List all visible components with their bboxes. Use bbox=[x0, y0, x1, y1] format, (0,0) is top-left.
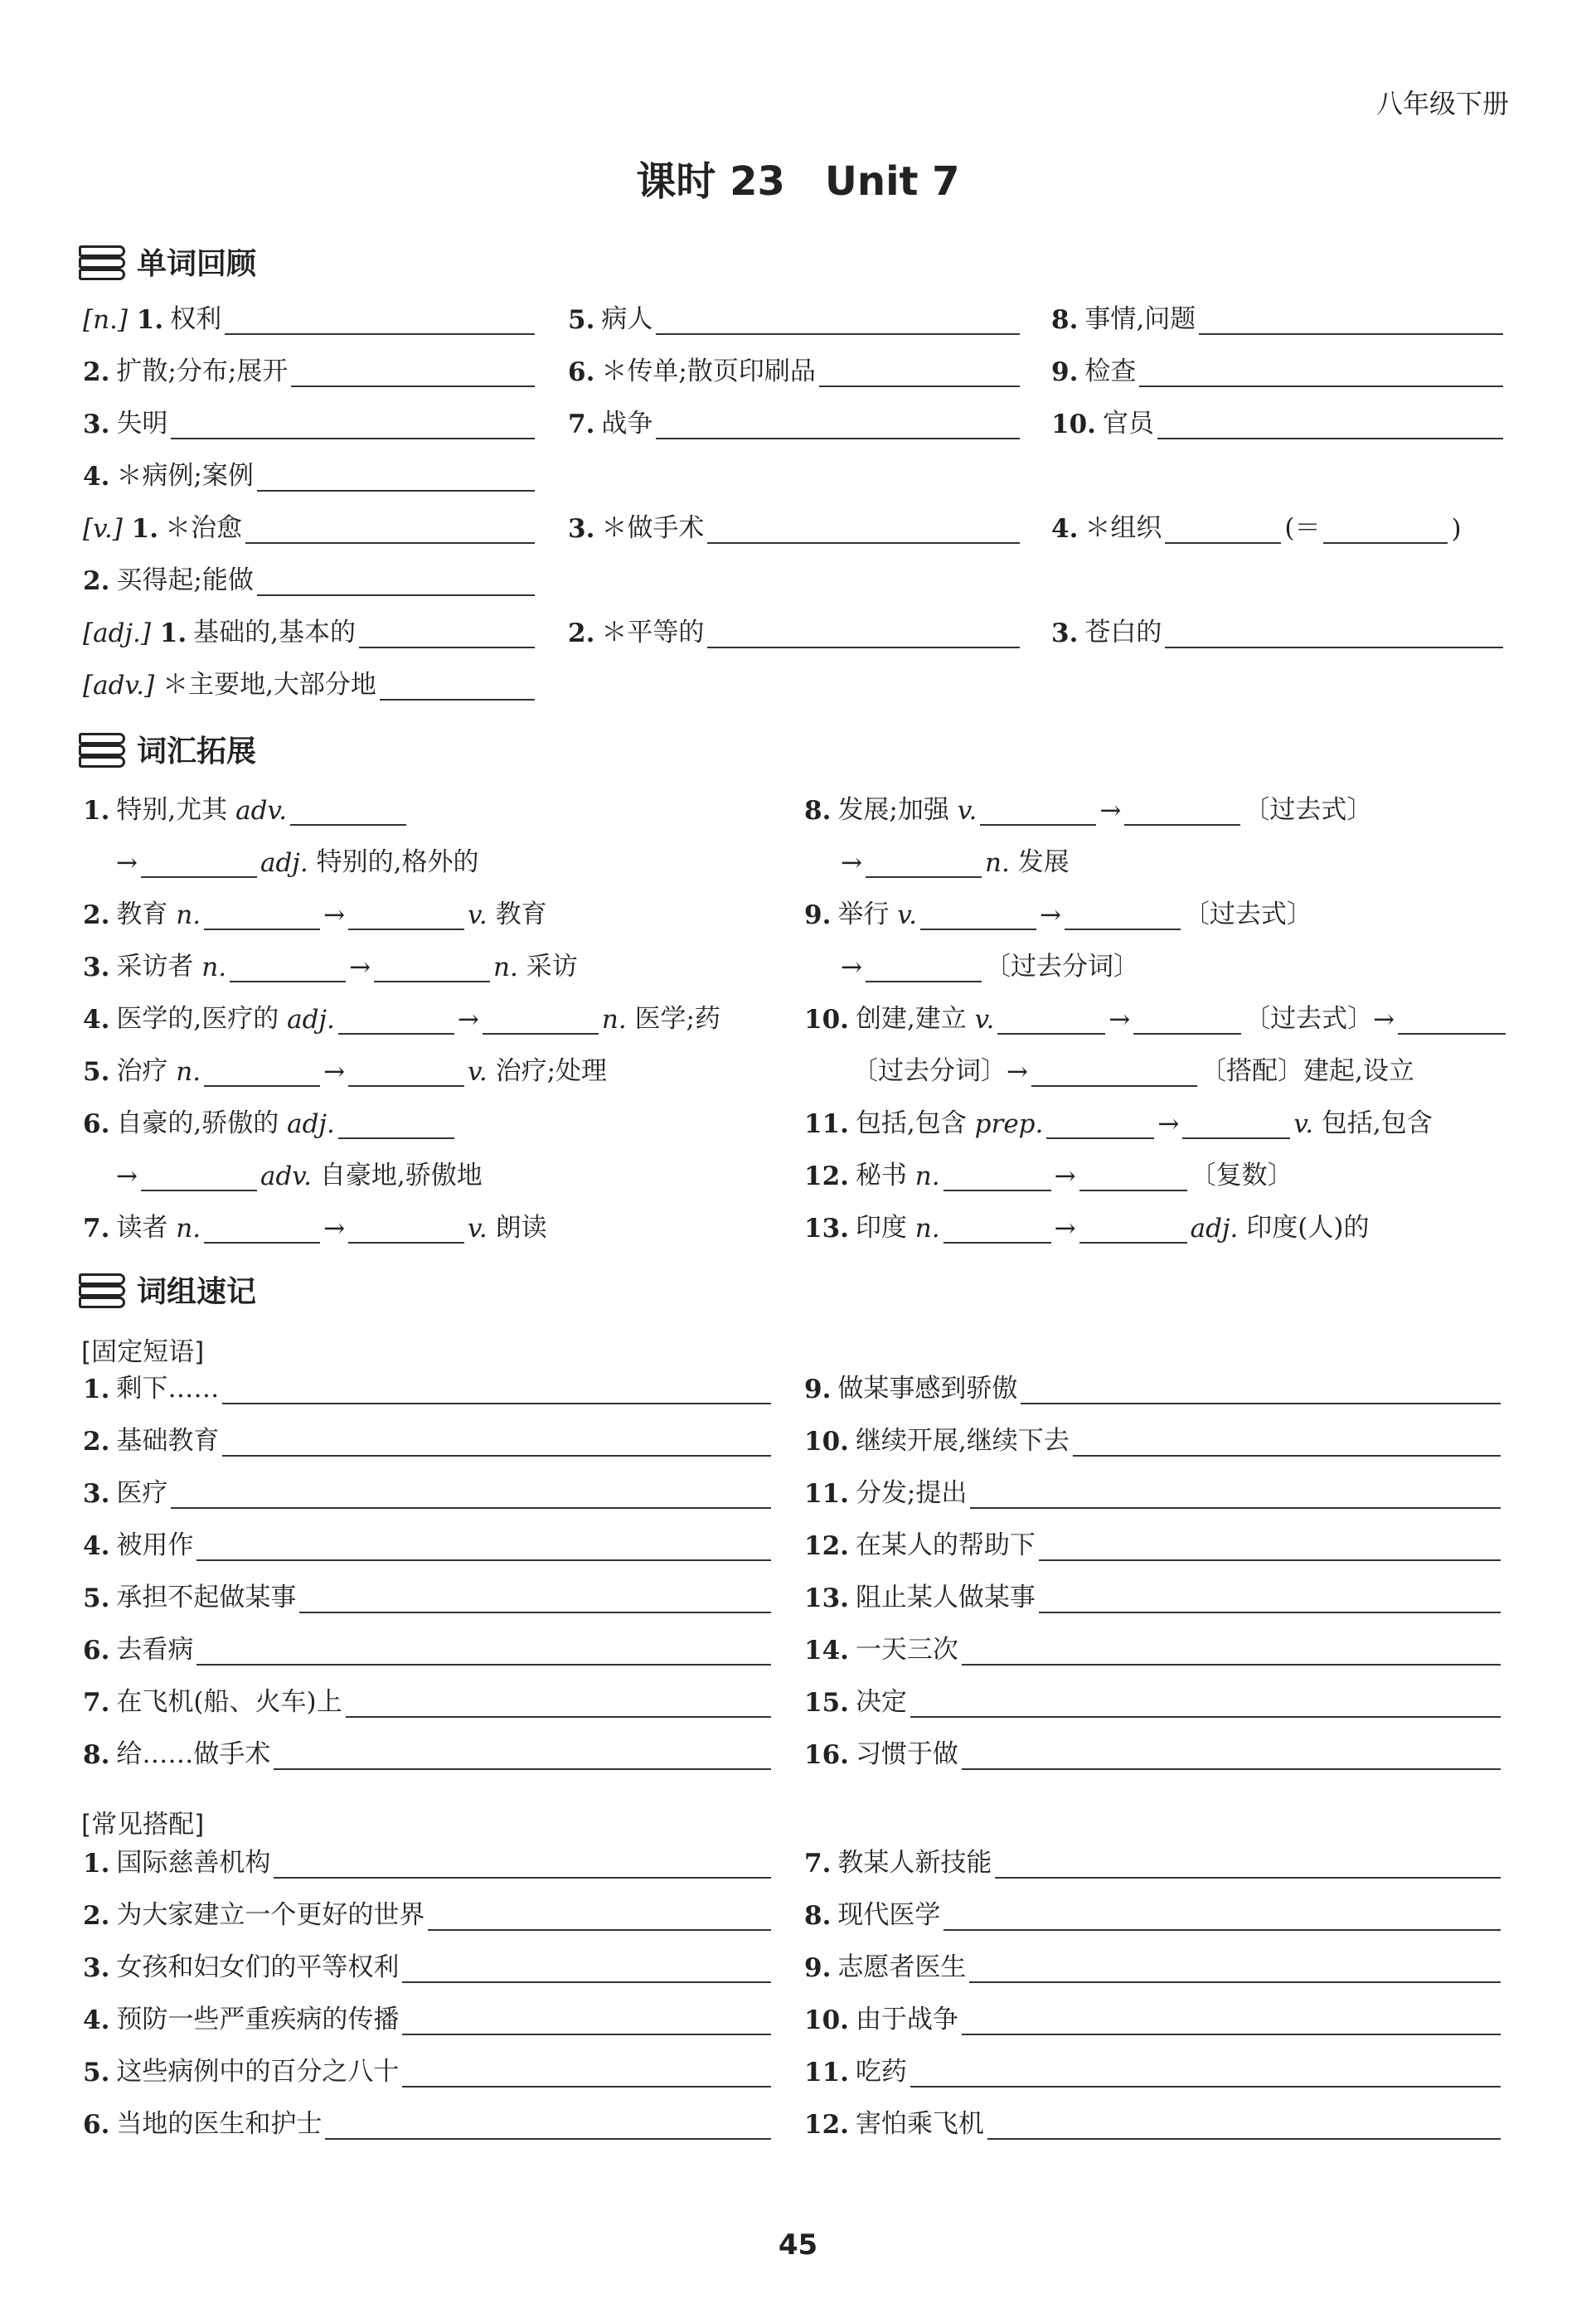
phrase-prompt: 被用作 bbox=[116, 1530, 194, 1560]
answer-blank[interactable] bbox=[359, 620, 535, 648]
books-icon bbox=[79, 733, 125, 766]
list-item: → adj. 特别的,格外的 bbox=[116, 847, 479, 878]
item-number: 12. bbox=[804, 1531, 849, 1561]
answer-blank[interactable] bbox=[656, 307, 1020, 335]
answer-blank[interactable] bbox=[866, 850, 982, 878]
answer-blank[interactable] bbox=[707, 516, 1020, 544]
answer-blank[interactable] bbox=[995, 1850, 1501, 1879]
phrase-prompt: 女孩和妇女们的平等权利 bbox=[116, 1952, 400, 1982]
answer-blank[interactable] bbox=[171, 1481, 771, 1509]
answer-blank[interactable] bbox=[1031, 1059, 1197, 1087]
answer-blank[interactable] bbox=[920, 902, 1036, 930]
answer-blank[interactable] bbox=[944, 1163, 1051, 1191]
answer-blank[interactable] bbox=[204, 1059, 320, 1087]
phrase-prompt: 承担不起做某事 bbox=[116, 1583, 297, 1612]
list-item bbox=[83, 1999, 771, 2035]
list-item: 3. 失明 bbox=[83, 403, 535, 439]
answer-blank[interactable] bbox=[1157, 411, 1503, 439]
answer-blank[interactable] bbox=[348, 1059, 464, 1087]
list-item: 10. 创建,建立 v. → 〔过去式〕 → bbox=[804, 998, 1509, 1035]
answer-blank[interactable] bbox=[274, 1742, 771, 1770]
fixed-phrases-tag: [固定短语] bbox=[81, 1337, 205, 1367]
answer-blank[interactable] bbox=[204, 902, 320, 930]
item-number: 7. bbox=[804, 1849, 832, 1879]
section-heading-word-review bbox=[79, 240, 256, 283]
answer-blank[interactable] bbox=[980, 798, 1096, 826]
list-item: 8. 事情,问题 bbox=[1051, 298, 1503, 335]
item-number: 13. bbox=[804, 1583, 849, 1613]
list-item: → n. 发展 bbox=[841, 847, 1070, 878]
phrase-prompt: 阻止某人做某事 bbox=[855, 1583, 1036, 1612]
item-number: 6. bbox=[83, 1636, 110, 1666]
answer-blank[interactable] bbox=[245, 516, 535, 544]
answer-blank[interactable] bbox=[141, 1163, 257, 1191]
phrase-prompt: 这些病例中的百分之八十 bbox=[116, 2057, 400, 2087]
phrase-prompt: 决定 bbox=[855, 1687, 907, 1717]
list-item bbox=[83, 2103, 771, 2140]
phrase-prompt: 在某人的帮助下 bbox=[855, 1530, 1036, 1560]
item-number: 12. bbox=[804, 2110, 849, 2140]
books-icon bbox=[79, 1273, 125, 1307]
list-item bbox=[804, 1629, 1501, 1666]
answer-blank[interactable] bbox=[1182, 1111, 1290, 1139]
answer-blank[interactable] bbox=[1124, 798, 1240, 826]
list-item bbox=[804, 1681, 1501, 1718]
answer-blank[interactable] bbox=[866, 954, 982, 982]
phrase-prompt: 医疗 bbox=[116, 1478, 168, 1508]
answer-blank[interactable] bbox=[1139, 359, 1503, 387]
answer-blank[interactable] bbox=[257, 463, 535, 492]
section-heading-vocab-expansion bbox=[79, 728, 256, 770]
list-item: 2. 扩散;分布;展开 bbox=[83, 351, 535, 387]
list-item bbox=[83, 1368, 771, 1404]
section-heading-phrases bbox=[79, 1268, 256, 1311]
answer-blank[interactable] bbox=[987, 2112, 1501, 2140]
list-item bbox=[804, 1525, 1501, 1561]
phrase-prompt: 剩下…… bbox=[116, 1374, 220, 1404]
item-number: 1. bbox=[83, 1849, 110, 1879]
answer-blank[interactable] bbox=[274, 1850, 771, 1879]
item-number: 9. bbox=[804, 1953, 832, 1983]
answer-blank[interactable] bbox=[944, 1903, 1501, 1931]
list-item: 2. 教育 n. → v. 教育 bbox=[83, 900, 547, 930]
answer-blank[interactable] bbox=[656, 411, 1020, 439]
list-item bbox=[804, 1577, 1501, 1613]
answer-blank[interactable] bbox=[1133, 1006, 1241, 1035]
answer-blank[interactable] bbox=[141, 850, 257, 878]
answer-blank[interactable] bbox=[374, 954, 490, 982]
answer-blank[interactable] bbox=[402, 2059, 771, 2088]
answer-blank[interactable] bbox=[944, 1215, 1051, 1244]
list-item: 9. 检查 bbox=[1051, 351, 1503, 387]
list-item: 6. ＊传单;散页印刷品 bbox=[568, 351, 1020, 387]
phrase-prompt: 为大家建立一个更好的世界 bbox=[116, 1900, 425, 1930]
item-number: 14. bbox=[804, 1636, 849, 1666]
answer-blank[interactable] bbox=[325, 2112, 771, 2140]
list-item bbox=[83, 1842, 771, 1879]
page-title: 课时 23 Unit 7 bbox=[636, 158, 960, 205]
list-item: 11. 包括,包含 prep. → v. 包括,包含 bbox=[804, 1108, 1433, 1139]
item-number: 4. bbox=[83, 1531, 110, 1561]
item-number: 10. bbox=[804, 1427, 849, 1457]
answer-blank[interactable] bbox=[1165, 516, 1281, 544]
answer-blank[interactable] bbox=[290, 798, 406, 826]
list-item bbox=[83, 1420, 771, 1457]
answer-blank[interactable] bbox=[1065, 902, 1181, 930]
answer-blank[interactable] bbox=[348, 1215, 464, 1244]
item-number: 2. bbox=[83, 1427, 110, 1457]
list-item bbox=[804, 1842, 1501, 1879]
item-number: 10. bbox=[804, 2005, 849, 2035]
item-number: 7. bbox=[83, 1688, 110, 1718]
item-number: 8. bbox=[83, 1740, 110, 1770]
list-item: 4. ＊病例;案例 bbox=[83, 455, 535, 492]
answer-blank[interactable] bbox=[1323, 516, 1448, 544]
answer-blank[interactable] bbox=[1039, 1533, 1501, 1561]
answer-blank[interactable] bbox=[380, 672, 535, 701]
list-item: → 〔过去分词〕 bbox=[841, 952, 1139, 982]
item-number: 5. bbox=[83, 1583, 110, 1613]
list-item bbox=[83, 1629, 771, 1666]
phrase-prompt: 去看病 bbox=[116, 1635, 194, 1665]
list-item: 2. 买得起;能做 bbox=[83, 560, 535, 596]
list-item: 2. ＊平等的 bbox=[568, 612, 1020, 648]
list-item: 4. ＊组织 (＝ ) bbox=[1051, 513, 1462, 544]
answer-blank[interactable] bbox=[338, 1006, 454, 1035]
list-item bbox=[83, 1681, 771, 1718]
item-number: 15. bbox=[804, 1688, 849, 1718]
answer-blank[interactable] bbox=[428, 1903, 771, 1931]
phrase-prompt: 给……做手术 bbox=[116, 1739, 271, 1769]
list-item: [v.] 1. ＊治愈 bbox=[83, 507, 535, 544]
list-item: 5. 病人 bbox=[568, 298, 1020, 335]
answer-blank[interactable] bbox=[1073, 1428, 1501, 1457]
phrase-prompt: 现代医学 bbox=[837, 1900, 941, 1930]
answer-blank[interactable] bbox=[196, 1637, 771, 1666]
list-item bbox=[83, 1577, 771, 1613]
phrase-prompt: 害怕乘飞机 bbox=[855, 2109, 984, 2139]
answer-blank[interactable] bbox=[483, 1006, 599, 1035]
list-item: 13. 印度 n. → adj. 印度(人)的 bbox=[804, 1213, 1370, 1244]
item-number: 16. bbox=[804, 1740, 849, 1770]
collocations-tag: [常见搭配] bbox=[81, 1810, 205, 1840]
list-item: 9. 举行 v. → 〔过去式〕 bbox=[804, 900, 1312, 930]
answer-blank[interactable] bbox=[1039, 1585, 1501, 1613]
phrase-prompt: 教某人新技能 bbox=[837, 1848, 992, 1878]
item-number: 6. bbox=[83, 2110, 110, 2140]
answer-blank[interactable] bbox=[402, 2007, 771, 2035]
list-item: 7. 战争 bbox=[568, 403, 1020, 439]
page-number: 45 bbox=[778, 2228, 818, 2262]
list-item: [adv.] ＊主要地,大部分地 bbox=[83, 664, 535, 701]
list-item: 〔过去分词〕 → 〔搭配〕建起,设立 bbox=[852, 1056, 1414, 1087]
list-item bbox=[804, 2103, 1501, 2140]
list-item: 6. 自豪的,骄傲的 adj. bbox=[83, 1103, 779, 1139]
list-item bbox=[804, 1947, 1501, 1983]
answer-blank[interactable] bbox=[291, 359, 535, 387]
list-item bbox=[83, 1472, 771, 1509]
phrase-prompt: 由于战争 bbox=[855, 2005, 958, 2034]
item-number: 2. bbox=[83, 1901, 110, 1931]
answer-blank[interactable] bbox=[257, 568, 535, 596]
answer-blank[interactable] bbox=[222, 1376, 771, 1404]
item-number: 3. bbox=[83, 1953, 110, 1983]
answer-blank[interactable] bbox=[819, 359, 1020, 387]
answer-blank[interactable] bbox=[1046, 1111, 1154, 1139]
item-number: 9. bbox=[804, 1375, 832, 1404]
list-item bbox=[83, 1894, 771, 1931]
list-item bbox=[804, 1894, 1501, 1931]
list-item: [adj.] 1. 基础的,基本的 bbox=[83, 612, 535, 648]
answer-blank[interactable] bbox=[204, 1215, 320, 1244]
list-item bbox=[804, 1734, 1501, 1770]
phrase-prompt: 继续开展,继续下去 bbox=[855, 1426, 1070, 1456]
list-item: 4. 医学的,医疗的 adj. → n. 医学;药 bbox=[83, 1004, 721, 1035]
phrase-prompt: 当地的医生和护士 bbox=[116, 2109, 323, 2139]
phrase-prompt: 基础教育 bbox=[116, 1426, 220, 1456]
answer-blank[interactable] bbox=[348, 902, 464, 930]
answer-blank[interactable] bbox=[910, 1690, 1501, 1718]
item-number: 11. bbox=[804, 1479, 849, 1509]
answer-blank[interactable] bbox=[1398, 1006, 1506, 1035]
section-title: 词组速记 bbox=[137, 1275, 257, 1309]
answer-blank[interactable] bbox=[1079, 1163, 1187, 1191]
list-item: 12. 秘书 n. → 〔复数〕 bbox=[804, 1161, 1293, 1191]
answer-blank[interactable] bbox=[1079, 1215, 1187, 1244]
answer-blank[interactable] bbox=[962, 2007, 1501, 2035]
section-title: 单词回顾 bbox=[137, 247, 257, 281]
answer-blank[interactable] bbox=[402, 1955, 771, 1983]
books-icon bbox=[79, 245, 125, 279]
answer-blank[interactable] bbox=[910, 2059, 1501, 2088]
list-item: 7. 读者 n. → v. 朗读 bbox=[83, 1213, 547, 1244]
answer-blank[interactable] bbox=[707, 620, 1020, 648]
answer-blank[interactable] bbox=[230, 954, 346, 982]
list-item bbox=[804, 1999, 1501, 2035]
list-item bbox=[804, 1368, 1501, 1404]
list-item: 8. 发展;加强 v. → 〔过去式〕 bbox=[804, 795, 1373, 826]
answer-blank[interactable] bbox=[299, 1585, 771, 1613]
list-item bbox=[83, 1734, 771, 1770]
grade-label: 八年级下册 bbox=[1375, 88, 1509, 119]
item-number: 8. bbox=[804, 1901, 832, 1931]
section-title: 词汇拓展 bbox=[137, 735, 257, 769]
phrase-prompt: 习惯于做 bbox=[855, 1739, 958, 1769]
list-item bbox=[804, 1420, 1501, 1457]
answer-blank[interactable] bbox=[969, 1955, 1501, 1983]
answer-blank[interactable] bbox=[962, 1742, 1501, 1770]
item-number: 3. bbox=[83, 1479, 110, 1509]
list-item: 1. 特别,尤其 adv. bbox=[83, 789, 779, 826]
phrase-prompt: 志愿者医生 bbox=[837, 1952, 967, 1982]
list-item bbox=[804, 1472, 1501, 1509]
answer-blank[interactable] bbox=[1199, 307, 1503, 335]
item-number: 4. bbox=[83, 2005, 110, 2035]
list-item: [n.] 1. 权利 bbox=[83, 298, 535, 335]
list-item: 5. 治疗 n. → v. 治疗;处理 bbox=[83, 1056, 608, 1087]
answer-blank[interactable] bbox=[225, 307, 535, 335]
list-item bbox=[804, 2051, 1501, 2088]
answer-blank[interactable] bbox=[222, 1428, 771, 1457]
answer-blank[interactable] bbox=[196, 1533, 771, 1561]
list-item: 3. 苍白的 bbox=[1051, 612, 1503, 648]
phrase-prompt: 一天三次 bbox=[855, 1635, 958, 1665]
item-number: 5. bbox=[83, 2058, 110, 2088]
list-item: → adv. 自豪地,骄傲地 bbox=[116, 1161, 483, 1191]
phrase-prompt: 国际慈善机构 bbox=[116, 1848, 271, 1878]
list-item bbox=[83, 1947, 771, 1983]
list-item: 3. 采访者 n. → n. 采访 bbox=[83, 952, 578, 982]
answer-blank[interactable] bbox=[1021, 1376, 1501, 1404]
answer-blank[interactable] bbox=[997, 1006, 1105, 1035]
phrase-prompt: 分发;提出 bbox=[855, 1478, 968, 1508]
phrase-prompt: 在飞机(船、火车)上 bbox=[116, 1687, 342, 1717]
list-item: 10. 官员 bbox=[1051, 403, 1503, 439]
list-item: 3. ＊做手术 bbox=[568, 507, 1020, 544]
item-number: 1. bbox=[83, 1375, 110, 1404]
phrase-prompt: 吃药 bbox=[855, 2057, 907, 2087]
answer-blank[interactable] bbox=[1165, 620, 1503, 648]
answer-blank[interactable] bbox=[970, 1481, 1501, 1509]
list-item bbox=[83, 1525, 771, 1561]
list-item bbox=[83, 2051, 771, 2088]
phrase-prompt: 预防一些严重疾病的传播 bbox=[116, 2005, 400, 2034]
phrase-prompt: 做某事感到骄傲 bbox=[837, 1374, 1018, 1404]
answer-blank[interactable] bbox=[962, 1637, 1501, 1666]
answer-blank[interactable] bbox=[338, 1111, 454, 1139]
item-number: 11. bbox=[804, 2058, 849, 2088]
answer-blank[interactable] bbox=[346, 1690, 771, 1718]
answer-blank[interactable] bbox=[171, 411, 535, 439]
